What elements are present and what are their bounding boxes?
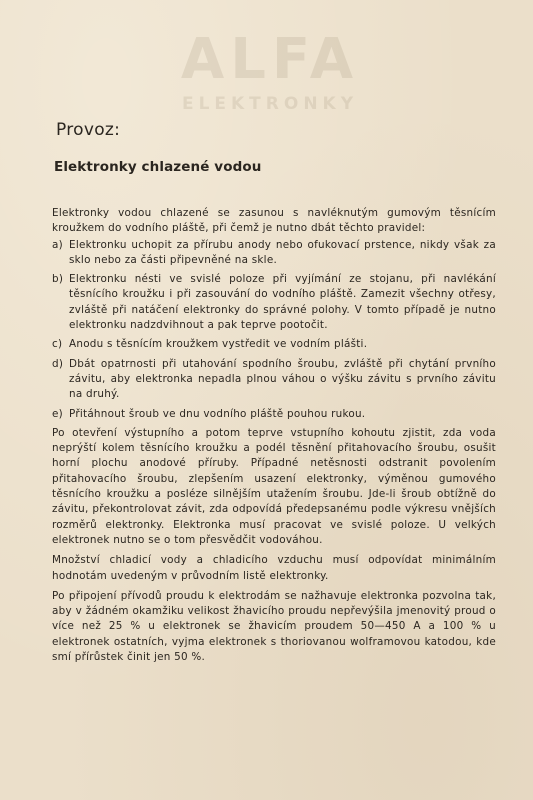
- rule-item-c: [52, 337, 496, 352]
- body-paragraph: Po otevření výstupního a potom teprve vstupního kohoutu zjistit, zda voda neprýští kolem těsnícího kroužku a podél těsnění přitahovacího šroubu, osušit horní plochu anodové příruby. Případné netěsnosti odstranit povolením přitahovacího šroubu, zlepšením usazení elektronky, výměnou gumového těsnícího kroužku a posléze silnějším utažením šroubu. Jde-li šroub obtížně do závitu, překontrolovat závit, zda odpovídá předepsanému podle výkresu vnějších rozměrů elektronky. Elektronka musí pracovat ve svislé poloze. U velkých elektronek nutno se o tom přesvědčit vodováhou.: [52, 426, 496, 546]
- rule-marker: b): [52, 273, 64, 286]
- watermark-subtext: ELEKTRONKY: [181, 94, 359, 114]
- section-heading: Provoz:: [56, 120, 121, 140]
- rule-marker: c): [52, 338, 63, 351]
- body-paragraph: Množství chladicí vody a chladicího vzduchu musí odpovídat minimálním hodnotám uvedeným v průvodním listě elektronky.: [52, 554, 496, 582]
- rule-item-b: [52, 272, 496, 333]
- body-paragraph: Po připojení přívodů proudu k elektrodám se nažhavuje elektronka pozvolna tak, aby v žádném okamžiku velikost žhavicího proudu nepřevýšila jmenovitý proud o více než 25 % u elektronek se žhavicím proudem 50—450 A a 100 % u elektronek ostatních, vyjma elektronek s thoriovanou wolframovou katodou, kde smí přírůstek činit jen 50 %.: [52, 589, 496, 664]
- rule-marker: a): [52, 238, 63, 251]
- rule-text: Elektronku nésti ve svislé poloze při vyjímání ze stojanu, při navlékání těsnícího kroužku i při zasouvání do vodního pláště. Zamezit všechny otřesy, zvláště při natáčení elektronky do správné polohy. V tomto případě je nutno elektronku nadzdvihnout a pak teprve pootočit.: [69, 273, 496, 332]
- watermark-logo-text: ALFA: [180, 27, 360, 92]
- body-text: [52, 206, 496, 665]
- rule-item-d: [52, 357, 496, 403]
- alfa-watermark-logo: [150, 28, 390, 138]
- rule-item-a: [52, 238, 496, 269]
- rule-marker: d): [52, 357, 64, 370]
- rule-text: Dbát opatrnosti při utahování spodního šroubu, zvláště při chytání prvního závitu, aby elektronka nepadla plnou váhou o výšku závitu s prvního závitu na druhý.: [69, 357, 496, 401]
- rule-text: Přitáhnout šroub ve dnu vodního pláště pouhou rukou.: [69, 407, 366, 420]
- section-subheading: Elektronky chlazené vodou: [54, 159, 262, 175]
- rule-text: Elektronku uchopit za přírubu anody nebo ofukovací prstence, nikdy však za sklo nebo za části připevněné na skle.: [69, 238, 496, 266]
- rule-marker: e): [52, 407, 63, 420]
- intro-paragraph: Elektronky vodou chlazené se zasunou s navléknutým gumovým těsnícím kroužkem do vodního pláště, při čemž je nutno dbát těchto pravidel:: [52, 207, 496, 235]
- rule-item-e: [52, 407, 496, 422]
- rule-text: Anodu s těsnícím kroužkem vystředit ve vodním plášti.: [69, 338, 368, 351]
